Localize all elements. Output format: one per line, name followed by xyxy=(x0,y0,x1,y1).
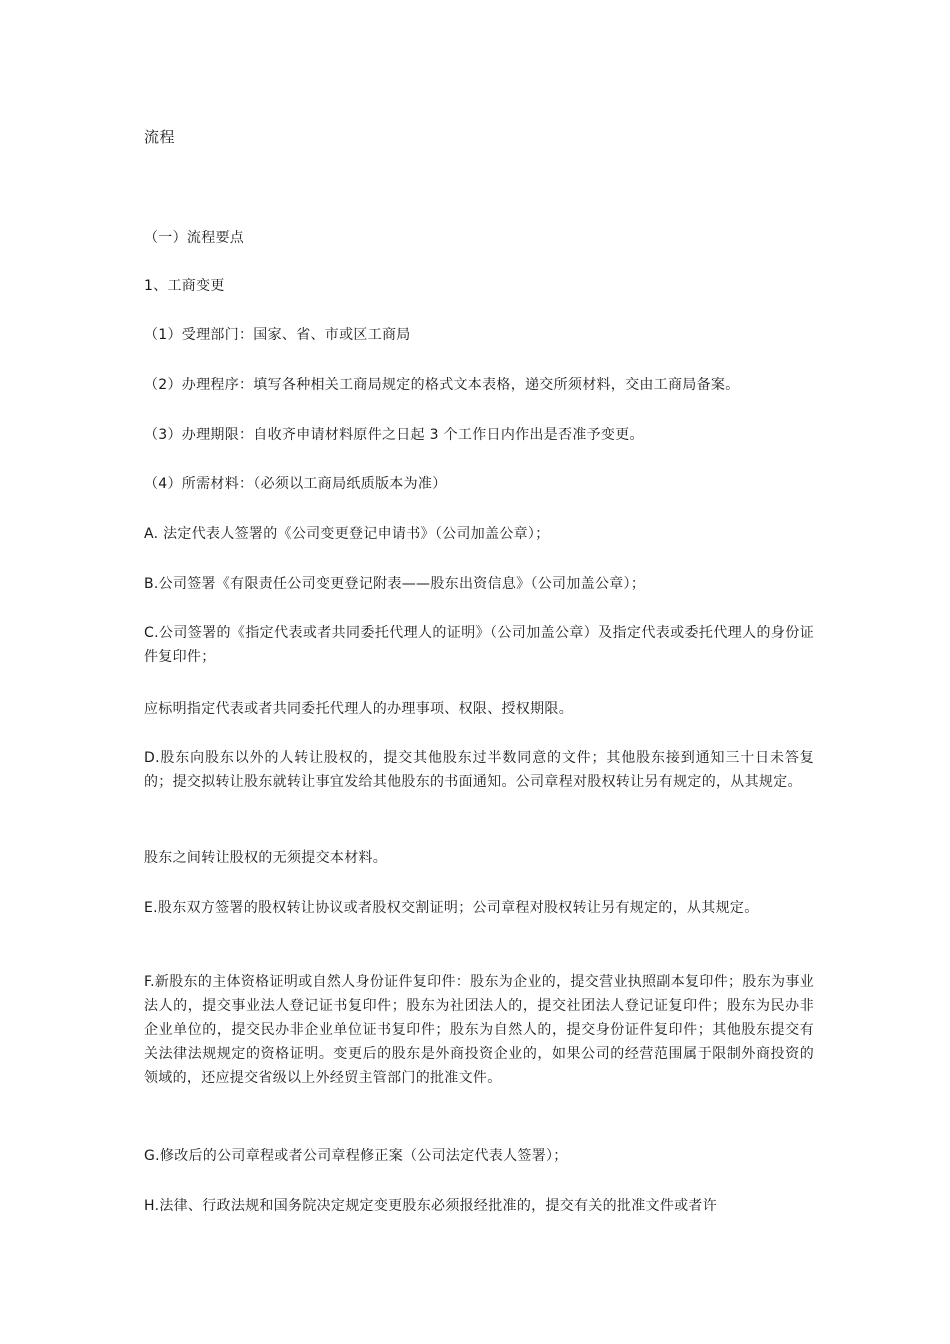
paragraph-note-c: 应标明指定代表或者共同委托代理人的办理事项、权限、授权期限。 xyxy=(144,701,573,717)
paragraph-procedure: （2）办理程序：填写各种相关工商局规定的格式文本表格，递交所须材料，交由工商局备案。 xyxy=(144,377,740,393)
list-item-g: G.修改后的公司章程或者公司章程修正案（公司法定代表人签署）； xyxy=(144,1148,568,1164)
list-item-h: H.法律、行政法规和国务院决定规定变更股东必须报经批准的，提交有关的批准文件或者许 xyxy=(144,1198,718,1214)
list-item-c: C.公司签署的《指定代表或者共同委托代理人的证明》（公司加盖公章）及指定代表或委托代理人的身份证件复印件； xyxy=(144,625,814,665)
list-item-b: B.公司签署《有限责任公司变更登记附表——股东出资信息》（公司加盖公章）； xyxy=(144,576,646,592)
list-item-f: F.新股东的主体资格证明或自然人身份证件复印件：股东为企业的，提交营业执照副本复印件；股东为事业法人的，提交事业法人登记证书复印件；股东为社团法人的，提交社团法人登记证复印件；股东为民办非企业单位的，提交民办非企业单位证书复印件；股东为自然人的，提交身份证件复印件；其他股东提交有关法律法规规定的资格证明。变更后的股东是外商投资企业的，如果公司的经营范围属于限制外商投资的领域的，还应提交省级以上外经贸主管部门的批准文件。 xyxy=(144,974,814,1086)
list-item-d: D.股东向股东以外的人转让股权的，提交其他股东过半数同意的文件；其他股东接到通知三十日未答复的；提交拟转让股东就转让事宜发给其他股东的书面通知。公司章程对股权转让另有规定的，从其规定。 xyxy=(144,750,814,790)
section-heading: （一）流程要点 xyxy=(144,230,245,246)
document-title: 流程 xyxy=(144,128,176,146)
paragraph-materials: （4）所需材料：（必须以工商局纸质版本为准） xyxy=(144,476,447,492)
paragraph-period: （3）办理期限：自收齐申请材料原件之日起 3 个工作日内作出是否准予变更。 xyxy=(144,427,644,443)
list-item-a: A. 法定代表人签署的《公司变更登记申请书》（公司加盖公章）； xyxy=(144,526,550,542)
list-item-e: E.股东双方签署的股权转让协议或者股权交割证明；公司章程对股权转让另有规定的，从其规定。 xyxy=(144,900,759,916)
paragraph-dept: （1）受理部门：国家、省、市或区工商局 xyxy=(144,327,411,343)
subsection-heading: 1、工商变更 xyxy=(144,278,225,294)
paragraph-note-d: 股东之间转让股权的无须提交本材料。 xyxy=(144,850,388,866)
